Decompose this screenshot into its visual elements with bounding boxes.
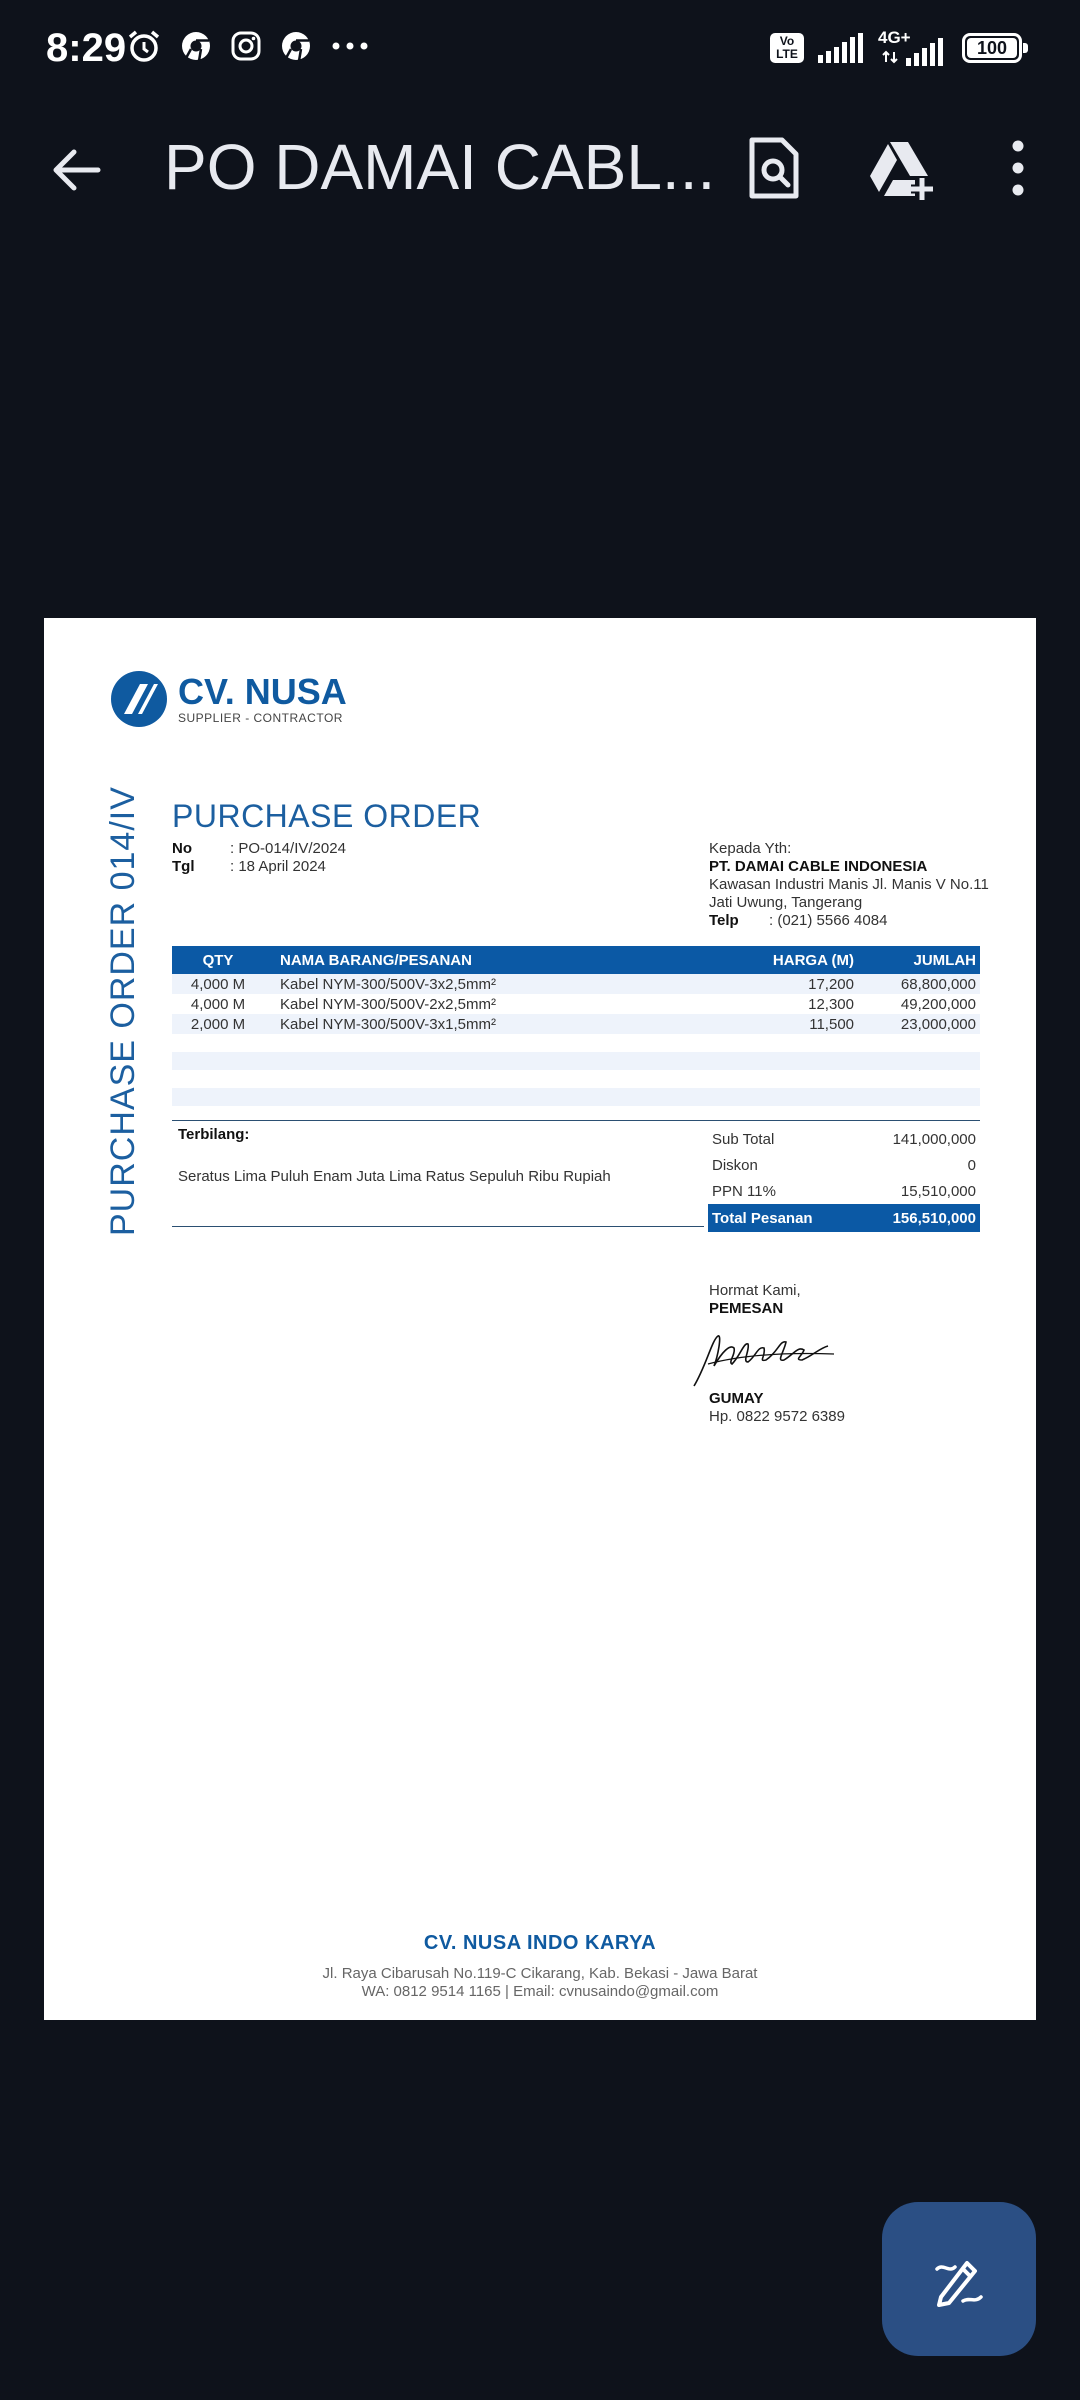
- recipient-name: PT. DAMAI CABLE INDONESIA: [709, 858, 928, 875]
- doc-search-icon[interactable]: [744, 134, 804, 204]
- company-logo: [110, 670, 347, 728]
- tax-row: [708, 1178, 980, 1204]
- signature-block: [709, 1282, 801, 1318]
- grand-total-label: Total Pesanan: [712, 1209, 813, 1227]
- recipient-telp-value: : (021) 5566 4084: [769, 912, 888, 929]
- subtotal-label: Sub Total: [712, 1130, 775, 1148]
- po-title: PURCHASE ORDER: [172, 798, 482, 834]
- status-bar: [0, 0, 1080, 100]
- order-table: [172, 946, 980, 1106]
- row-total: 23,000,000: [900, 1015, 976, 1033]
- header-price: HARGA (M): [772, 951, 854, 969]
- recipient-address-1: Kawasan Industri Manis Jl. Manis V No.11: [709, 876, 989, 893]
- recipient-address-2: Jati Uwung, Tangerang: [709, 894, 863, 911]
- row-qty: 4,000 M: [190, 995, 246, 1013]
- row-total: 49,200,000: [900, 995, 976, 1013]
- logo-name: CV. NUSA: [178, 671, 347, 712]
- row-price: 17,200: [808, 975, 854, 993]
- signal-icon: [906, 38, 948, 66]
- chrome-icon: [180, 30, 212, 62]
- table-row: [172, 974, 980, 994]
- vertical-title: PURCHASE ORDER 014/IV: [104, 786, 142, 1236]
- summary-divider-bottom: [172, 1226, 704, 1227]
- po-no-label: No: [172, 840, 192, 857]
- document-page[interactable]: [44, 618, 1036, 2020]
- edit-pen-icon: [927, 2247, 991, 2311]
- empty-row: [172, 1088, 980, 1106]
- network-indicator: [878, 30, 948, 66]
- logo-tagline: SUPPLIER - CONTRACTOR: [178, 711, 343, 725]
- table-row: [172, 1014, 980, 1034]
- row-price: 12,300: [808, 995, 854, 1013]
- row-item: Kabel NYM-300/500V-3x2,5mm²: [280, 975, 496, 993]
- logo-mark-icon: [110, 670, 168, 728]
- po-date-label: Tgl: [172, 858, 195, 875]
- closing-text: Hormat Kami,: [709, 1282, 801, 1299]
- tax-value: 15,510,000: [900, 1182, 976, 1200]
- instagram-icon: [230, 30, 262, 62]
- po-date-value: : 18 April 2024: [230, 858, 326, 875]
- app-bar: [0, 110, 1080, 230]
- terbilang-label: Terbilang:: [178, 1126, 250, 1143]
- row-qty: 4,000 M: [190, 975, 246, 993]
- po-meta: [172, 840, 346, 876]
- more-notifications-icon: [330, 40, 370, 52]
- footer-company: CV. NUSA INDO KARYA: [423, 1932, 657, 1954]
- signature-image: [688, 1326, 838, 1390]
- discount-value: 0: [967, 1156, 976, 1174]
- network-type: 4G+: [878, 28, 911, 47]
- row-total: 68,800,000: [900, 975, 976, 993]
- po-no-value: : PO-014/IV/2024: [230, 840, 346, 857]
- notification-icons: [126, 28, 370, 64]
- footer-address: Jl. Raya Cibarusah No.119-C Cikarang, Kab. Bekasi - Jawa Barat: [322, 1965, 758, 1982]
- footer-contact: WA: 0812 9514 1165 | Email: cvnusaindo@gmail.com: [361, 1983, 719, 2000]
- document-title: PO DAMAI CABL...: [164, 131, 716, 203]
- table-row: [172, 994, 980, 1014]
- subtotal-row: [708, 1126, 980, 1152]
- table-header: [172, 946, 980, 974]
- alarm-icon: [126, 28, 162, 64]
- signer-name: GUMAY: [709, 1390, 764, 1407]
- edit-fab-button[interactable]: [882, 2202, 1036, 2356]
- chrome-icon: [280, 30, 312, 62]
- system-icons: [770, 30, 1022, 66]
- recipient-block: [709, 840, 989, 930]
- header-item: NAMA BARANG/PESANAN: [280, 951, 472, 969]
- header-total: JUMLAH: [913, 951, 976, 969]
- signer-info: [709, 1390, 845, 1426]
- tax-label: PPN 11%: [712, 1182, 776, 1200]
- back-arrow-icon[interactable]: [46, 140, 106, 200]
- more-vert-icon[interactable]: [1006, 134, 1030, 204]
- row-price: 11,500: [809, 1015, 854, 1033]
- volte-badge: Vo LTE: [770, 33, 804, 63]
- row-item: Kabel NYM-300/500V-3x1,5mm²: [280, 1015, 496, 1033]
- summary-block: [708, 1126, 980, 1232]
- recipient-greeting: Kepada Yth:: [709, 840, 792, 857]
- recipient-telp-label: Telp: [709, 912, 739, 929]
- discount-label: Diskon: [712, 1156, 758, 1174]
- row-qty: 2,000 M: [190, 1015, 246, 1033]
- signer-phone: Hp. 0822 9572 6389: [709, 1408, 845, 1425]
- grand-total-row: [708, 1204, 980, 1232]
- document-footer: [44, 1932, 1036, 2001]
- empty-row: [172, 1052, 980, 1070]
- battery-level: 100: [976, 37, 1008, 58]
- status-time: 8:29: [46, 26, 127, 70]
- grand-total-value: 156,510,000: [892, 1209, 976, 1227]
- terbilang-text: Seratus Lima Puluh Enam Juta Lima Ratus Sepuluh Ribu Rupiah: [178, 1168, 611, 1185]
- signer-role: PEMESAN: [709, 1300, 784, 1317]
- discount-row: [708, 1152, 980, 1178]
- drive-add-icon[interactable]: [866, 134, 936, 204]
- data-arrows-icon: [882, 50, 902, 64]
- summary-divider: [172, 1120, 980, 1121]
- signal-icon: [818, 33, 864, 63]
- battery-indicator: [962, 33, 1022, 63]
- row-item: Kabel NYM-300/500V-2x2,5mm²: [280, 995, 496, 1013]
- header-qty: QTY: [202, 951, 234, 969]
- subtotal-value: 141,000,000: [892, 1130, 976, 1148]
